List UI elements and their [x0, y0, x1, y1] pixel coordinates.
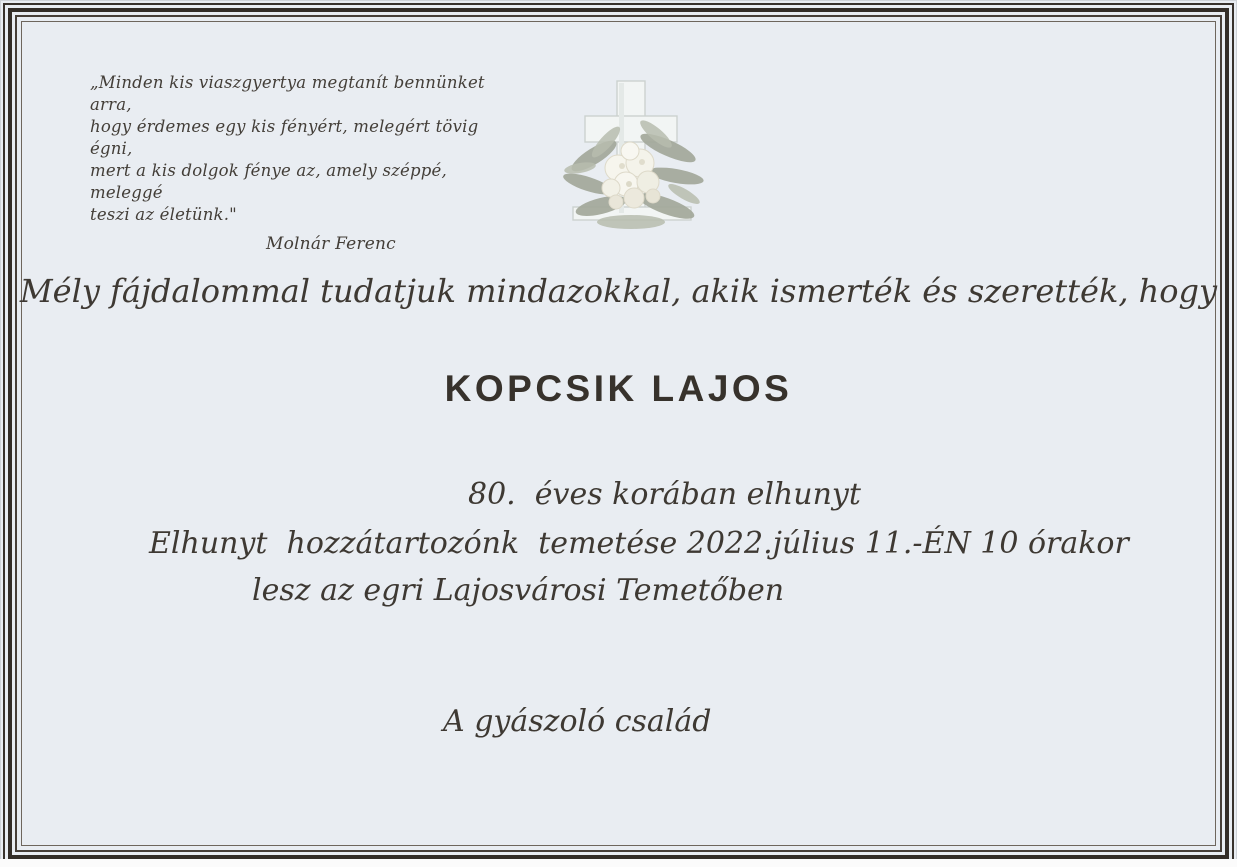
age-line: 80. éves korában elhunyt	[468, 477, 861, 512]
quote-attribution: Molnár Ferenc	[266, 234, 396, 254]
funeral-date-line: Elhunyt hozzátartozónk temetése 2022.július 11.-ÉN 10 órakor	[149, 526, 1129, 561]
quote-line: „Minden kis viaszgyertya megtanít bennünket arra,	[90, 73, 485, 114]
cross-with-flowers-icon	[556, 76, 708, 238]
scan-edge-strip	[0, 859, 1237, 867]
quote-line: mert a kis dolgok fénye az, amely széppé, meleggé	[90, 161, 447, 202]
quote-line: hogy érdemes egy kis fényért, melegért tövig égni,	[90, 117, 479, 158]
deceased-name: KOPCSIK LAJOS	[444, 368, 793, 409]
memorial-quote	[90, 72, 490, 255]
quote-line: teszi az életünk."	[90, 205, 237, 224]
closing-line: A gyászoló család	[443, 704, 712, 739]
funeral-place-line: lesz az egri Lajosvárosi Temetőben	[252, 573, 785, 608]
announcement-intro: Mély fájdalommal tudatjuk mindazokkal, akik ismerték és szerették, hogy	[19, 272, 1218, 310]
